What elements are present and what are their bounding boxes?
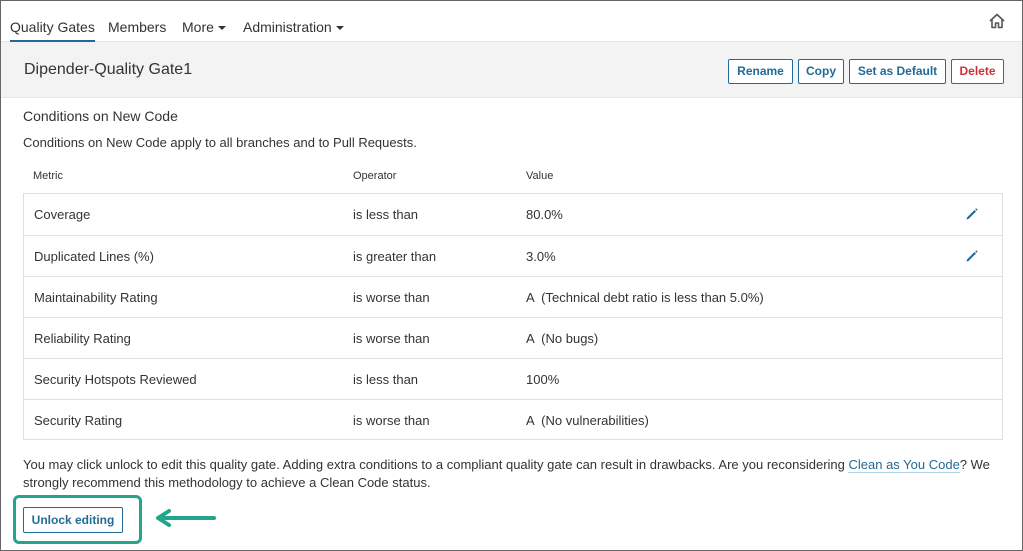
value-cell: A (No vulnerabilities) — [526, 413, 649, 428]
metric-cell: Security Rating — [34, 413, 123, 428]
clean-as-you-code-link[interactable]: Clean as You Code — [848, 457, 960, 472]
metric-cell: Security Hotspots Reviewed — [34, 372, 197, 387]
operator-cell: is worse than — [353, 413, 430, 428]
pencil-icon[interactable] — [965, 249, 979, 263]
metric-cell: Coverage — [34, 207, 91, 222]
rename-button[interactable]: Rename — [728, 59, 793, 84]
table-row — [24, 276, 1002, 317]
value-cell: 3.0% — [526, 249, 556, 264]
metric-cell: Reliability Rating — [34, 331, 131, 346]
operator-cell: is less than — [353, 372, 419, 387]
nav-administration[interactable] — [243, 19, 344, 35]
unlock-notice — [23, 456, 998, 492]
metric-cell: Maintainability Rating — [34, 290, 158, 305]
nav-quality-gates[interactable]: Quality Gates — [10, 19, 95, 35]
table-row — [24, 317, 1002, 358]
conditions-table — [23, 193, 1003, 440]
nav-administration-label: Administration — [243, 19, 332, 35]
page-title: Dipender-Quality Gate1 — [24, 61, 193, 78]
operator-cell: is greater than — [353, 249, 437, 264]
top-nav — [1, 1, 1022, 42]
operator-cell: is worse than — [353, 290, 430, 305]
table-row — [24, 235, 1002, 276]
table-row — [24, 399, 1002, 440]
value-cell: A (Technical debt ratio is less than 5.0%) — [526, 290, 764, 305]
unlock-editing-button[interactable]: Unlock editing — [23, 507, 123, 533]
copy-button[interactable]: Copy — [798, 59, 844, 84]
metric-cell: Duplicated Lines (%) — [34, 249, 154, 264]
nav-members[interactable]: Members — [108, 19, 167, 35]
gate-header — [1, 42, 1022, 98]
notice-text-before: You may click unlock to edit this quality gate. Adding extra conditions to a compliant quality gate can result in drawbacks. Are you reconsidering — [23, 457, 849, 472]
caret-down-icon — [218, 26, 226, 30]
nav-more[interactable] — [182, 19, 226, 35]
operator-cell: is worse than — [353, 331, 430, 346]
value-cell: A (No bugs) — [526, 331, 599, 346]
column-header-metric: Metric — [33, 170, 63, 182]
table-row — [24, 194, 1002, 235]
column-header-operator: Operator — [353, 170, 397, 182]
conditions-title: Conditions on New Code — [23, 108, 178, 124]
conditions-description: Conditions on New Code apply to all branches and to Pull Requests. — [23, 135, 417, 150]
set-as-default-button[interactable]: Set as Default — [849, 59, 946, 84]
arrow-left-icon — [152, 508, 216, 528]
table-row — [24, 358, 1002, 399]
pencil-icon[interactable] — [965, 207, 979, 221]
value-cell: 100% — [526, 372, 560, 387]
notice-text-after: ? We strongly recommend this methodology to achieve a Clean Code status. — [23, 457, 990, 490]
value-cell: 80.0% — [526, 207, 563, 222]
operator-cell: is less than — [353, 207, 419, 222]
home-icon[interactable] — [988, 12, 1006, 30]
delete-button[interactable]: Delete — [951, 59, 1004, 84]
column-header-value: Value — [526, 170, 554, 182]
caret-down-icon — [336, 26, 344, 30]
nav-more-label: More — [182, 19, 214, 35]
